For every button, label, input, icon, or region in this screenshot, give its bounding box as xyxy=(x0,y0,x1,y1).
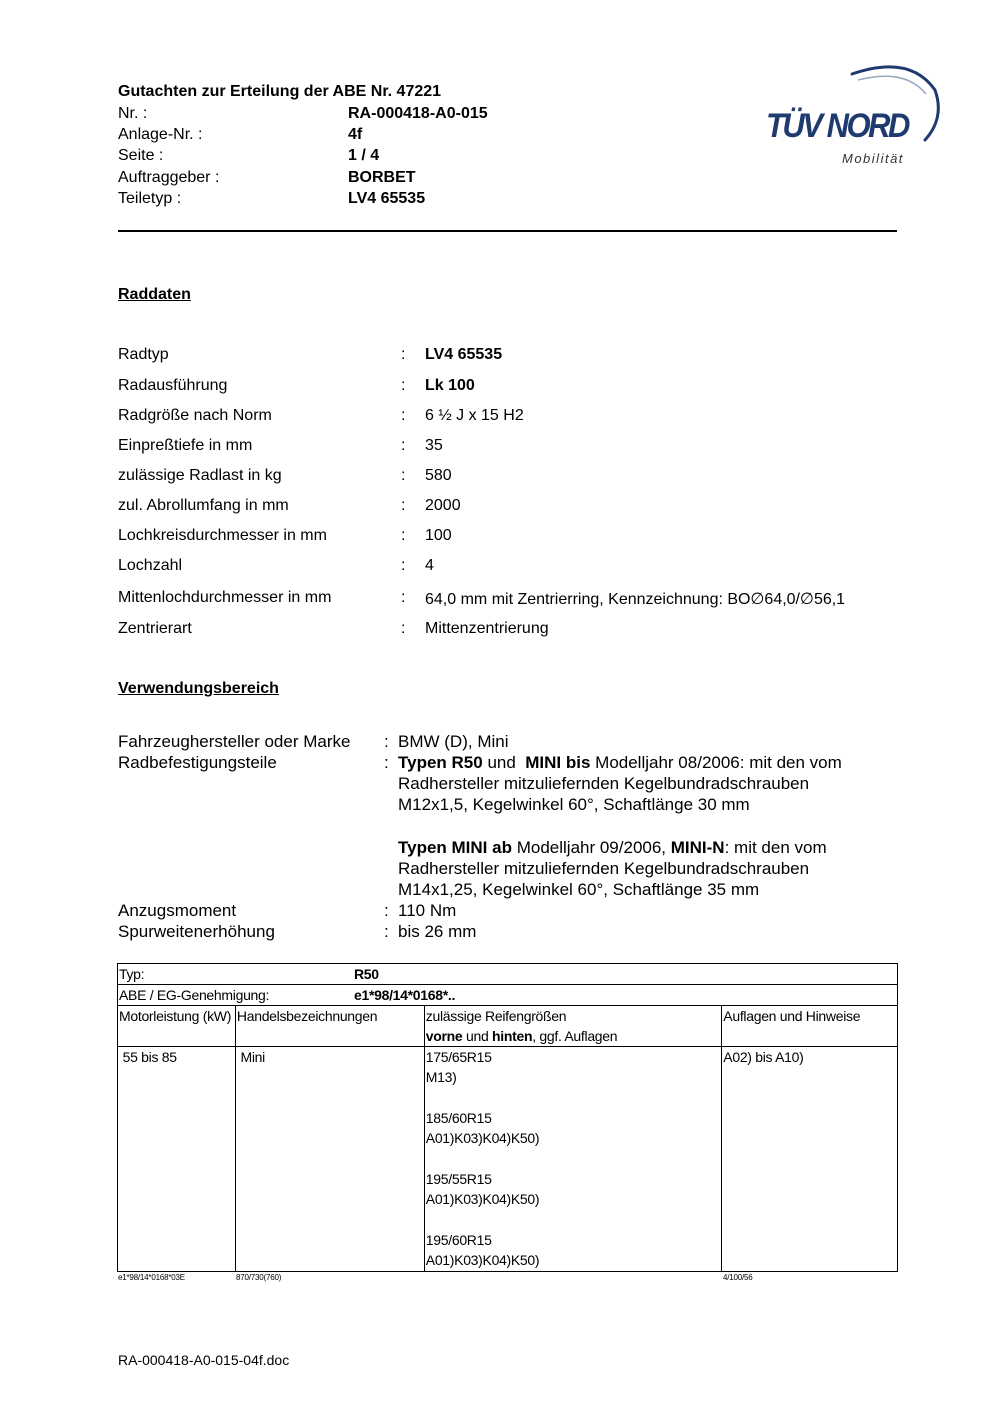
anzug-label: Anzugsmoment xyxy=(118,901,237,920)
typ-label: Typ: xyxy=(119,966,145,982)
befestigung-block1-line1 xyxy=(398,752,842,773)
typ-cell xyxy=(118,964,898,985)
logo-sub-text: Mobilität xyxy=(842,151,904,166)
spur-colon: : xyxy=(384,922,389,941)
motor-cell: 55 bis 85 xyxy=(118,1047,236,1272)
name-cell: Mini xyxy=(235,1047,424,1272)
hersteller-value: BMW (D), Mini xyxy=(398,732,509,751)
header-label-seite: Seite : xyxy=(118,147,164,164)
raddaten-value: Lk 100 xyxy=(425,377,475,394)
raddaten-value: 100 xyxy=(425,527,452,544)
spur-label: Spurweitenerhöhung xyxy=(118,922,275,941)
reifen-header-line1: zulässige Reifengrößen xyxy=(425,1008,567,1024)
section-heading-raddaten: Raddaten xyxy=(118,286,191,303)
header-label-auftraggeber: Auftraggeber : xyxy=(118,169,220,186)
column-header-handelsbez: Handelsbezeichnungen xyxy=(235,1006,424,1047)
typen-mini-ab-text: Typen MINI ab xyxy=(398,838,512,857)
raddaten-colon: : xyxy=(401,437,406,454)
raddaten-label: Lochzahl xyxy=(118,557,183,574)
tyre-size: 195/55R15 xyxy=(425,1171,492,1187)
befestigung-block2-line2: Radhersteller mitzuliefernden Kegelbundradschrauben xyxy=(398,859,810,878)
table-row xyxy=(118,964,898,985)
befestigung-block1-line3: M12x1,5, Kegelwinkel 60°, Schaftlänge 30 mm xyxy=(398,795,750,814)
column-header-hinweise: Auflagen und Hinweise xyxy=(722,1006,898,1047)
header-value-teiletyp: LV4 65535 xyxy=(348,190,426,207)
header-label-nr: Nr. : xyxy=(118,105,148,122)
raddaten-label: Radtyp xyxy=(118,346,169,363)
abe-label: ABE / EG-Genehmigung: xyxy=(119,987,270,1003)
column-header-motor: Motorleistung (kW) xyxy=(118,1006,236,1047)
raddaten-colon: : xyxy=(401,467,406,484)
table-footnote-abe: e1*98/14*0168*03E xyxy=(118,1273,185,1282)
tyre-notes: A01)K03)K04)K50) xyxy=(425,1191,540,1207)
raddaten-label: Zentrierart xyxy=(118,620,192,637)
document-title: Gutachten zur Erteilung der ABE Nr. 47221 xyxy=(118,83,442,100)
logo-brand-text: TÜV NORD xyxy=(766,106,908,145)
abe-cell xyxy=(118,985,898,1006)
header-value-auftraggeber: BORBET xyxy=(348,169,416,186)
hersteller-label: Fahrzeughersteller oder Marke xyxy=(118,732,351,751)
raddaten-label: zul. Abrollumfang in mm xyxy=(118,497,289,514)
raddaten-value: 35 xyxy=(425,437,443,454)
raddaten-label: Radgröße nach Norm xyxy=(118,407,272,424)
raddaten-label: Mittenlochdurchmesser in mm xyxy=(118,589,332,606)
raddaten-value: 2000 xyxy=(425,497,461,514)
befestigung-block2-line1 xyxy=(398,837,827,858)
raddaten-value: 6 ½ J x 15 H2 xyxy=(425,407,524,424)
raddaten-colon: : xyxy=(401,346,406,363)
header-label-teiletyp: Teiletyp : xyxy=(118,190,182,207)
vorne-text: vorne xyxy=(425,1028,463,1044)
header-label-anlage: Anlage-Nr. : xyxy=(118,126,203,143)
header-divider xyxy=(118,230,897,232)
raddaten-value: Mittenzentrierung xyxy=(425,620,549,637)
hinten-text: hinten xyxy=(492,1028,533,1044)
table-footnote-lk: 4/100/56 xyxy=(723,1273,753,1282)
column-header-reifen xyxy=(424,1006,722,1047)
anzug-value: 110 Nm xyxy=(398,901,457,920)
typ-value: R50 xyxy=(354,966,379,982)
raddaten-label: zulässige Radlast in kg xyxy=(118,467,282,484)
mini-bis-text: MINI bis xyxy=(525,753,591,772)
mit-den-vom-text: : mit den vom xyxy=(724,838,827,857)
raddaten-label: Radausführung xyxy=(118,377,228,394)
mini-n-text: MINI-N xyxy=(670,838,725,857)
raddaten-value: 580 xyxy=(425,467,452,484)
table-footnote-weights: 870/730(760) xyxy=(236,1273,282,1282)
tuev-nord-logo xyxy=(760,58,950,173)
raddaten-colon: : xyxy=(401,377,406,394)
spur-value: bis 26 mm xyxy=(398,922,477,941)
auflagen-text: , ggf. Auflagen xyxy=(532,1028,618,1044)
header-value-anlage: 4f xyxy=(348,126,363,143)
raddaten-colon: : xyxy=(401,620,406,637)
tyre-size: 195/60R15 xyxy=(425,1232,492,1248)
befestigung-label: Radbefestigungsteile xyxy=(118,753,277,772)
raddaten-colon: : xyxy=(401,527,406,544)
raddaten-label: Einpreßtiefe in mm xyxy=(118,437,253,454)
hinweise-cell: A02) bis A10) xyxy=(722,1047,898,1272)
reifen-header-line2 xyxy=(426,1026,721,1046)
und-text: und xyxy=(462,1028,493,1044)
hersteller-colon: : xyxy=(384,732,389,751)
raddaten-label: Lochkreisdurchmesser in mm xyxy=(118,527,327,544)
footer-filename: RA-000418-A0-015-04f.doc xyxy=(118,1352,290,1368)
raddaten-value: 64,0 mm mit Zentrierring, Kennzeichnung: BO∅64,0/∅56,1 xyxy=(425,591,846,608)
header-value-nr: RA-000418-A0-015 xyxy=(348,105,488,122)
befestigung-block2-line3: M14x1,25, Kegelwinkel 60°, Schaftlänge 35 mm xyxy=(398,880,760,899)
vehicle-table xyxy=(117,963,898,1272)
befestigung-block1-line2: Radhersteller mitzuliefernden Kegelbundradschrauben xyxy=(398,774,810,793)
modelljahr-text: Modelljahr 08/2006: mit den vom xyxy=(590,753,842,772)
modelljahr-text: Modelljahr 09/2006, xyxy=(511,838,671,857)
raddaten-colon: : xyxy=(401,497,406,514)
tyres-cell xyxy=(424,1047,722,1272)
tyre-notes: A01)K03)K04)K50) xyxy=(425,1252,540,1268)
tyre-notes: M13) xyxy=(425,1069,457,1085)
header-value-seite: 1 / 4 xyxy=(348,147,380,164)
tyre-size: 185/60R15 xyxy=(425,1110,492,1126)
raddaten-colon: : xyxy=(401,557,406,574)
abe-value: e1*98/14*0168*.. xyxy=(354,987,456,1003)
section-heading-verwendungsbereich: Verwendungsbereich xyxy=(118,680,279,697)
raddaten-value: LV4 65535 xyxy=(425,346,503,363)
typ-r50-text: Typen R50 xyxy=(398,753,483,772)
tyre-size: 175/65R15 xyxy=(425,1049,492,1065)
raddaten-colon: : xyxy=(401,589,406,606)
tyre-notes: A01)K03)K04)K50) xyxy=(425,1130,540,1146)
befestigung-colon: : xyxy=(384,753,389,772)
raddaten-colon: : xyxy=(401,407,406,424)
table-header-row xyxy=(118,1006,898,1047)
raddaten-value: 4 xyxy=(425,557,434,574)
table-row xyxy=(118,985,898,1006)
anzug-colon: : xyxy=(384,901,389,920)
table-row xyxy=(118,1047,898,1272)
connector-text: und xyxy=(482,753,526,772)
